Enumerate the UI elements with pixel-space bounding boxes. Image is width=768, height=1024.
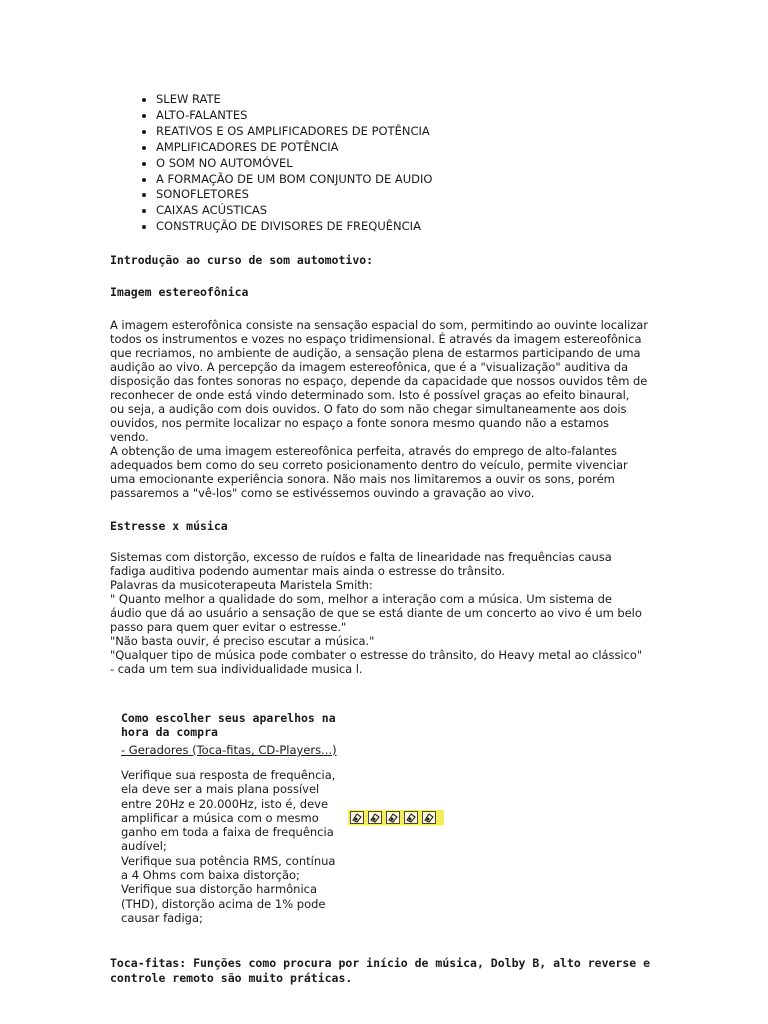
heading-line: Como escolher seus aparelhos na [121, 711, 336, 725]
topic-item: • REATIVOS E OS AMPLIFICADORES DE POTÊNCIA [156, 124, 432, 140]
text-line: "Não basta ouvir, é preciso escutar a música." [110, 634, 375, 648]
text-line: "Qualquer tipo de música pode combater o estresse do trânsito, do Heavy metal ao clássico" [110, 648, 643, 662]
intro-heading: Introdução ao curso de som automotivo: [110, 253, 374, 267]
text-line: ouvidos, nos permite localizar no espaço a fonte sonora mesmo quando não a estamos [110, 416, 609, 430]
topic-item: • CAIXAS ACÚSTICAS [156, 203, 432, 219]
text-line: ou seja, a audição com dois ouvidos. O fato do som não chegar simultaneamente aos dois [110, 402, 627, 416]
text-line: Verifique sua potência RMS, contínua [121, 853, 336, 868]
stress-heading: Estresse x música [110, 519, 228, 533]
topic-item: • ALTO-FALANTES [156, 108, 432, 124]
text-line: " Quanto melhor a qualidade do som, melhor a interação com a música. Um sistema de [110, 592, 612, 606]
text-line: passo para quem quer evitar o estresse." [110, 620, 347, 634]
heading-line: Toca-fitas: Funções como procura por início de música, Dolby B, alto reverse e [110, 956, 651, 970]
speaker-note-icon [368, 811, 382, 824]
text-line: A obtenção de uma imagem estereofônica perfeita, através do emprego de alto-falantes [110, 444, 617, 458]
text-line: a 4 Ohms com baixa distorção; [121, 868, 300, 883]
text-line: passaremos a "vê-los" como se estivéssemos ouvindo a gravação ao vivo. [110, 486, 535, 500]
buying-guide-box [121, 711, 451, 925]
text-line: audível; [121, 839, 167, 854]
text-line: audição ao vivo. A percepção da imagem estereofônica, que é a "visualização" auditiva da [110, 360, 629, 374]
text-line: ela deve ser a mais plana possível [121, 782, 320, 797]
text-line: que recriamos, no ambiente de audição, a sensação plena de estarmos participando de uma [110, 346, 641, 360]
text-line: entre 20Hz e 20.000Hz, isto é, deve [121, 796, 329, 811]
text-line: A imagem esterofônica consiste na sensação espacial do som, permitindo ao ouvinte localizar [110, 318, 648, 332]
text-line: uma emocionante experiência sonora. Não mais nos limitaremos a ouvir os sons, porém [110, 472, 615, 486]
text-line: disposição das fontes sonoras no espaço, depende da capacidade que nossos ouvidos têm de [110, 374, 648, 388]
stereo-paragraph [110, 318, 670, 500]
text-line: vendo. [110, 430, 149, 444]
text-line: áudio que dá ao usuário a sensação de que se está diante de um concerto ao vivo é um belo [110, 606, 642, 620]
heading-line: hora da compra [121, 725, 218, 739]
speaker-note-icon [386, 811, 400, 824]
topic-list [110, 92, 432, 235]
text-line: amplificar a música com o mesmo [121, 810, 319, 825]
buying-guide-text [121, 768, 361, 925]
heading-line: controle remoto são muito práticas. [110, 971, 353, 985]
text-line: Sistemas com distorção, excesso de ruídos e falta de linearidade nas frequências causa [110, 550, 612, 564]
buying-guide-heading [121, 711, 451, 739]
text-line: - cada um tem sua individualidade musica l. [110, 662, 363, 676]
text-line: reconhecer de onde está vindo determinado som. Isto é possível graças ao efeito binaural, [110, 388, 630, 402]
topic-item: • A FORMAÇÃO DE UM BOM CONJUNTO DE AUDIO [156, 172, 432, 188]
text-line: Verifique sua resposta de frequência, [121, 768, 336, 782]
text-line: Palavras da musicoterapeuta Maristela Smith: [110, 578, 373, 592]
topic-item: • CONSTRUÇÃO DE DIVISORES DE FREQUÊNCIA [156, 219, 432, 235]
text-line: fadiga auditiva podendo aumentar mais ainda o estresse do trânsito. [110, 564, 506, 578]
text-line: adequados bem como do seu correto posicionamento dentro do veículo, permite vivenciar [110, 458, 628, 472]
speaker-note-icon [350, 811, 364, 824]
generators-link[interactable]: - Geradores (Toca-fitas, CD-Players...) [121, 743, 337, 757]
topic-item: • SLEW RATE [156, 92, 432, 108]
topic-item: • O SOM NO AUTOMÓVEL [156, 156, 432, 172]
topic-item: • AMPLIFICADORES DE POTÊNCIA [156, 140, 432, 156]
text-line: (THD), distorção acima de 1% pode [121, 896, 326, 911]
stereo-heading: Imagem estereofônica [110, 285, 249, 299]
speaker-note-icon [404, 811, 418, 824]
text-line: todos os instrumentos e vozes no espaço tridimensional. É através da imagem estereofônica [110, 332, 642, 346]
text-line: Verifique sua distorção harmônica [121, 882, 318, 897]
tape-player-heading [110, 956, 650, 986]
speaker-note-icon [422, 811, 436, 824]
topic-item: • SONOFLETORES [156, 187, 432, 203]
stress-paragraph [110, 550, 670, 676]
text-line: causar fadiga; [121, 910, 203, 925]
rating-bar [348, 810, 444, 825]
text-line: ganho em toda a faixa de frequência [121, 825, 334, 840]
